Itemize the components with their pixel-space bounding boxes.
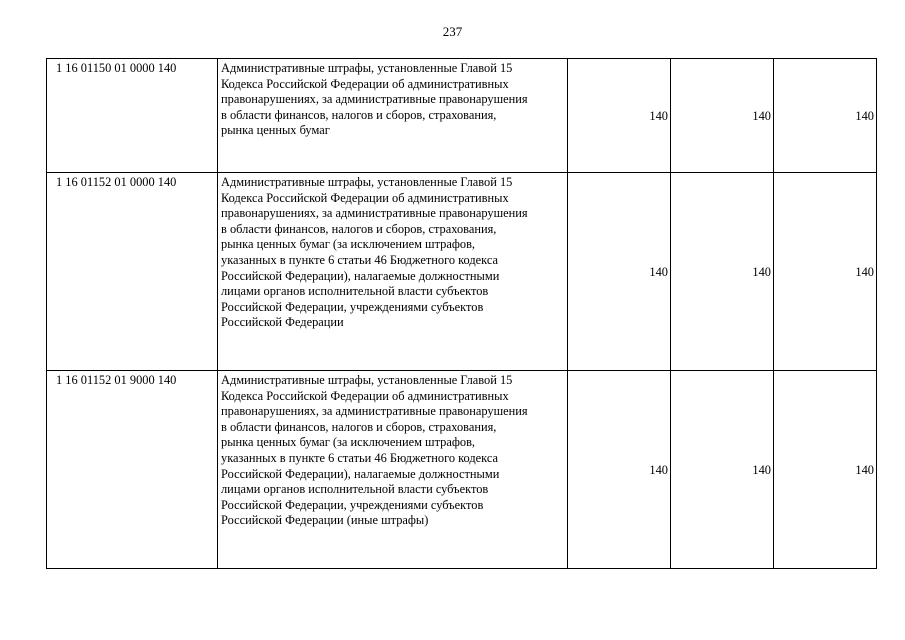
revenue-name-cell <box>218 59 568 173</box>
name-line: в области финансов, налогов и сборов, страхования, <box>221 107 497 122</box>
amount-cell-2: 140 <box>671 173 774 371</box>
name-line: в области финансов, налогов и сборов, страхования, <box>221 419 497 434</box>
amount-cell-3: 140 <box>774 371 877 569</box>
name-line: указанных в пункте 6 статьи 46 Бюджетного кодекса <box>221 252 499 267</box>
name-line: рынка ценных бумаг (за исключением штрафов, <box>221 435 476 450</box>
page-number: 237 <box>442 24 463 39</box>
revenue-code-cell: 1 16 01152 01 9000 140 <box>47 371 218 569</box>
amount-cell-2: 140 <box>671 59 774 173</box>
name-line: Кодекса Российской Федерации об административных <box>221 76 509 91</box>
table-row <box>47 59 877 173</box>
name-line: Российской Федерации), налагаемые должностными <box>221 268 500 283</box>
amount-cell-3: 140 <box>774 59 877 173</box>
table-row <box>47 371 877 569</box>
revenue-table <box>46 58 877 569</box>
revenue-code-cell: 1 16 01152 01 0000 140 <box>47 173 218 371</box>
name-line: Российской Федерации), налагаемые должностными <box>221 466 500 481</box>
amount-cell-3: 140 <box>774 173 877 371</box>
name-line: Кодекса Российской Федерации об административных <box>221 190 509 205</box>
name-line: Кодекса Российской Федерации об административных <box>221 388 509 403</box>
name-line: правонарушениях, за административные правонарушения <box>221 92 528 107</box>
revenue-name-cell <box>218 371 568 569</box>
revenue-name-cell <box>218 173 568 371</box>
amount-cell-1: 140 <box>568 173 671 371</box>
name-line: Российской Федерации (иные штрафы) <box>221 513 429 528</box>
amount-cell-1: 140 <box>568 59 671 173</box>
name-line: Административные штрафы, установленные Главой 15 <box>221 61 513 75</box>
name-line: Административные штрафы, установленные Главой 15 <box>221 175 513 189</box>
name-line: лицами органов исполнительной власти субъектов <box>221 284 489 299</box>
name-line: правонарушениях, за административные правонарушения <box>221 206 528 221</box>
name-line: Российской Федерации, учреждениями субъектов <box>221 497 484 512</box>
name-line: правонарушениях, за административные правонарушения <box>221 404 528 419</box>
amount-cell-2: 140 <box>671 371 774 569</box>
name-line: Российской Федерации <box>221 315 344 330</box>
name-line: лицами органов исполнительной власти субъектов <box>221 482 489 497</box>
table-row <box>47 173 877 371</box>
name-line: в области финансов, налогов и сборов, страхования, <box>221 221 497 236</box>
revenue-code-cell: 1 16 01150 01 0000 140 <box>47 59 218 173</box>
name-line: рынка ценных бумаг (за исключением штрафов, <box>221 237 476 252</box>
name-line: Административные штрафы, установленные Главой 15 <box>221 373 513 387</box>
amount-cell-1: 140 <box>568 371 671 569</box>
name-line: рынка ценных бумаг <box>221 123 330 138</box>
name-line: указанных в пункте 6 статьи 46 Бюджетного кодекса <box>221 450 499 465</box>
name-line: Российской Федерации, учреждениями субъектов <box>221 299 484 314</box>
